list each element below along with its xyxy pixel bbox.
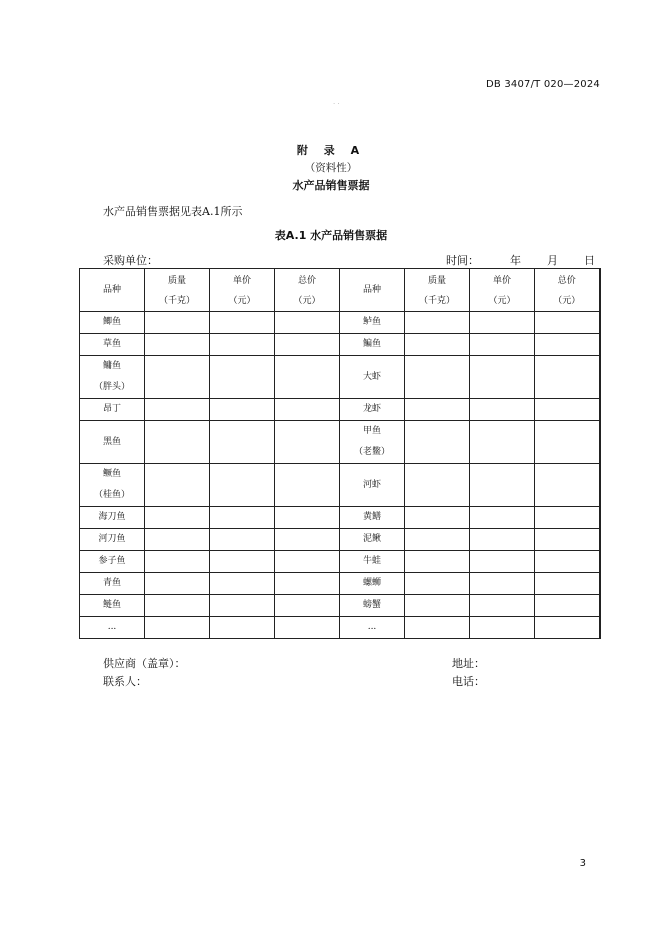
entry-cell[interactable] xyxy=(145,312,210,334)
entry-cell[interactable] xyxy=(210,312,275,334)
variety-cell-right xyxy=(340,399,405,421)
variety-name: ... xyxy=(367,622,377,632)
variety-name: 鲫鱼 xyxy=(102,317,121,327)
entry-cell[interactable] xyxy=(210,573,275,595)
entry-cell[interactable] xyxy=(470,399,535,421)
variety-name: （老鳖） xyxy=(353,447,390,457)
variety-cell-left xyxy=(80,617,145,639)
table-row xyxy=(80,312,600,334)
time-label: 时间： xyxy=(446,254,479,267)
entry-cell[interactable] xyxy=(535,356,600,399)
entry-cell[interactable] xyxy=(145,507,210,529)
appendix-label: 附 录 A xyxy=(296,144,366,157)
table-row xyxy=(80,507,600,529)
entry-cell[interactable] xyxy=(535,312,600,334)
entry-cell[interactable] xyxy=(470,356,535,399)
entry-cell[interactable] xyxy=(405,399,470,421)
variety-name: 大虾 xyxy=(362,371,381,382)
entry-cell[interactable] xyxy=(405,595,470,617)
variety-cell-left xyxy=(80,334,145,356)
entry-cell[interactable] xyxy=(405,334,470,356)
header-variety: 品种 xyxy=(80,269,145,312)
entry-cell[interactable] xyxy=(275,507,340,529)
contact-label: 联系人： xyxy=(103,675,147,688)
entry-cell[interactable] xyxy=(275,464,340,507)
variety-cell-right xyxy=(340,421,405,464)
variety-cell-right xyxy=(340,573,405,595)
entry-cell[interactable] xyxy=(145,464,210,507)
entry-cell[interactable] xyxy=(405,617,470,639)
variety-cell-left xyxy=(80,595,145,617)
entry-cell[interactable] xyxy=(275,334,340,356)
table-header-row xyxy=(80,269,600,312)
variety-name: 青鱼 xyxy=(102,578,121,588)
variety-name: 龙虾 xyxy=(362,404,381,414)
table-row xyxy=(80,421,600,464)
day-label: 日 xyxy=(584,254,595,267)
header-variety-right: 品种 xyxy=(340,269,405,312)
table-row xyxy=(80,356,600,399)
document-code: DB 3407/T 020—2024 xyxy=(486,79,600,90)
table-row xyxy=(80,529,600,551)
buyer-label: 采购单位： xyxy=(103,254,158,267)
variety-cell-left xyxy=(80,529,145,551)
entry-cell[interactable] xyxy=(145,421,210,464)
header-total-price-right: 总价 （元） xyxy=(535,269,600,312)
table-row xyxy=(80,573,600,595)
variety-name: （胖头） xyxy=(93,382,130,392)
header-weight: 质量 （千克） xyxy=(145,269,210,312)
header-weight-right: 质量 （千克） xyxy=(405,269,470,312)
entry-cell[interactable] xyxy=(405,507,470,529)
entry-cell[interactable] xyxy=(535,399,600,421)
year-label: 年 xyxy=(510,254,521,267)
variety-name: 牛蛙 xyxy=(362,556,381,566)
entry-cell[interactable] xyxy=(535,507,600,529)
entry-cell[interactable] xyxy=(405,573,470,595)
table-row xyxy=(80,595,600,617)
table-row xyxy=(80,464,600,507)
variety-name: 参子鱼 xyxy=(98,556,126,566)
variety-name: 黄鳝 xyxy=(362,512,381,522)
entry-cell[interactable] xyxy=(275,573,340,595)
variety-cell-right xyxy=(340,464,405,507)
variety-name: 鲢鱼 xyxy=(102,600,121,610)
variety-name: 鳙鱼 xyxy=(102,361,121,371)
variety-name: 鳜鱼 xyxy=(102,469,121,479)
variety-cell-right xyxy=(340,529,405,551)
entry-cell[interactable] xyxy=(275,356,340,399)
entry-cell[interactable] xyxy=(470,573,535,595)
appendix-nature: （资料性） xyxy=(304,162,358,174)
variety-name: 甲鱼 xyxy=(362,426,381,436)
variety-name: 草鱼 xyxy=(102,339,121,349)
entry-cell[interactable] xyxy=(470,334,535,356)
entry-cell[interactable] xyxy=(535,334,600,356)
variety-cell-left xyxy=(80,356,145,399)
entry-cell[interactable] xyxy=(535,464,600,507)
supplier-label: 供应商（盖章）： xyxy=(103,657,186,670)
entry-cell[interactable] xyxy=(275,399,340,421)
entry-cell[interactable] xyxy=(275,595,340,617)
sales-receipt-table xyxy=(79,268,601,639)
variety-name: 螃蟹 xyxy=(362,600,381,610)
entry-cell[interactable] xyxy=(210,507,275,529)
variety-cell-left xyxy=(80,551,145,573)
variety-name: 黑鱼 xyxy=(102,436,121,447)
variety-name: 鲈鱼 xyxy=(362,317,381,327)
variety-name: 昂丁 xyxy=(102,404,121,414)
entry-cell[interactable] xyxy=(535,573,600,595)
variety-cell-left xyxy=(80,507,145,529)
page-number: 3 xyxy=(579,858,586,869)
scan-dots: · · xyxy=(333,100,340,108)
entry-cell[interactable] xyxy=(470,551,535,573)
entry-cell[interactable] xyxy=(145,617,210,639)
header-unit-price-right: 单价 （元） xyxy=(470,269,535,312)
variety-name: 螺蛳 xyxy=(362,578,381,588)
entry-cell[interactable] xyxy=(470,595,535,617)
variety-cell-right xyxy=(340,595,405,617)
variety-cell-left xyxy=(80,464,145,507)
entry-cell[interactable] xyxy=(210,334,275,356)
table-row xyxy=(80,617,600,639)
entry-cell[interactable] xyxy=(470,529,535,551)
intro-text: 水产品销售票据见表A.1所示 xyxy=(103,205,243,218)
entry-cell[interactable] xyxy=(470,312,535,334)
appendix-title: 水产品销售票据 xyxy=(292,179,370,192)
variety-cell-right xyxy=(340,312,405,334)
table-row xyxy=(80,334,600,356)
variety-name: （桂鱼） xyxy=(93,490,130,500)
entry-cell[interactable] xyxy=(210,356,275,399)
entry-cell[interactable] xyxy=(145,529,210,551)
entry-cell[interactable] xyxy=(535,595,600,617)
header-total-price: 总价 （元） xyxy=(275,269,340,312)
entry-cell[interactable] xyxy=(470,617,535,639)
header-unit-price: 单价 （元） xyxy=(210,269,275,312)
variety-name: 河虾 xyxy=(362,479,381,490)
entry-cell[interactable] xyxy=(210,595,275,617)
table-row xyxy=(80,399,600,421)
variety-cell-left xyxy=(80,312,145,334)
variety-cell-right xyxy=(340,334,405,356)
month-label: 月 xyxy=(547,254,558,267)
entry-cell[interactable] xyxy=(405,421,470,464)
variety-name: 泥鳅 xyxy=(362,534,381,544)
entry-cell[interactable] xyxy=(535,529,600,551)
entry-cell[interactable] xyxy=(210,617,275,639)
entry-cell[interactable] xyxy=(145,595,210,617)
entry-cell[interactable] xyxy=(210,529,275,551)
variety-cell-right xyxy=(340,551,405,573)
variety-cell-right xyxy=(340,617,405,639)
entry-cell[interactable] xyxy=(145,573,210,595)
entry-cell[interactable] xyxy=(210,421,275,464)
entry-cell[interactable] xyxy=(470,421,535,464)
entry-cell[interactable] xyxy=(405,529,470,551)
variety-name: ... xyxy=(107,622,117,632)
entry-cell[interactable] xyxy=(145,551,210,573)
entry-cell[interactable] xyxy=(275,617,340,639)
variety-name: 海刀鱼 xyxy=(98,512,126,522)
entry-cell[interactable] xyxy=(535,421,600,464)
entry-cell[interactable] xyxy=(470,464,535,507)
variety-cell-left xyxy=(80,399,145,421)
variety-name: 河刀鱼 xyxy=(98,534,126,544)
variety-cell-left xyxy=(80,421,145,464)
table-row xyxy=(80,551,600,573)
entry-cell[interactable] xyxy=(535,617,600,639)
entry-cell[interactable] xyxy=(210,551,275,573)
entry-cell[interactable] xyxy=(145,399,210,421)
phone-label: 电话： xyxy=(452,675,485,688)
entry-cell[interactable] xyxy=(405,551,470,573)
address-label: 地址： xyxy=(452,657,485,670)
table-title: 表A.1 水产品销售票据 xyxy=(274,229,388,242)
variety-cell-left xyxy=(80,573,145,595)
entry-cell[interactable] xyxy=(405,464,470,507)
entry-cell[interactable] xyxy=(145,356,210,399)
variety-cell-right xyxy=(340,507,405,529)
entry-cell[interactable] xyxy=(470,507,535,529)
entry-cell[interactable] xyxy=(210,399,275,421)
entry-cell[interactable] xyxy=(210,464,275,507)
entry-cell[interactable] xyxy=(535,551,600,573)
entry-cell[interactable] xyxy=(275,421,340,464)
entry-cell[interactable] xyxy=(405,356,470,399)
entry-cell[interactable] xyxy=(145,334,210,356)
entry-cell[interactable] xyxy=(275,529,340,551)
entry-cell[interactable] xyxy=(275,312,340,334)
entry-cell[interactable] xyxy=(275,551,340,573)
entry-cell[interactable] xyxy=(405,312,470,334)
variety-name: 鳊鱼 xyxy=(362,339,381,349)
variety-cell-right xyxy=(340,356,405,399)
